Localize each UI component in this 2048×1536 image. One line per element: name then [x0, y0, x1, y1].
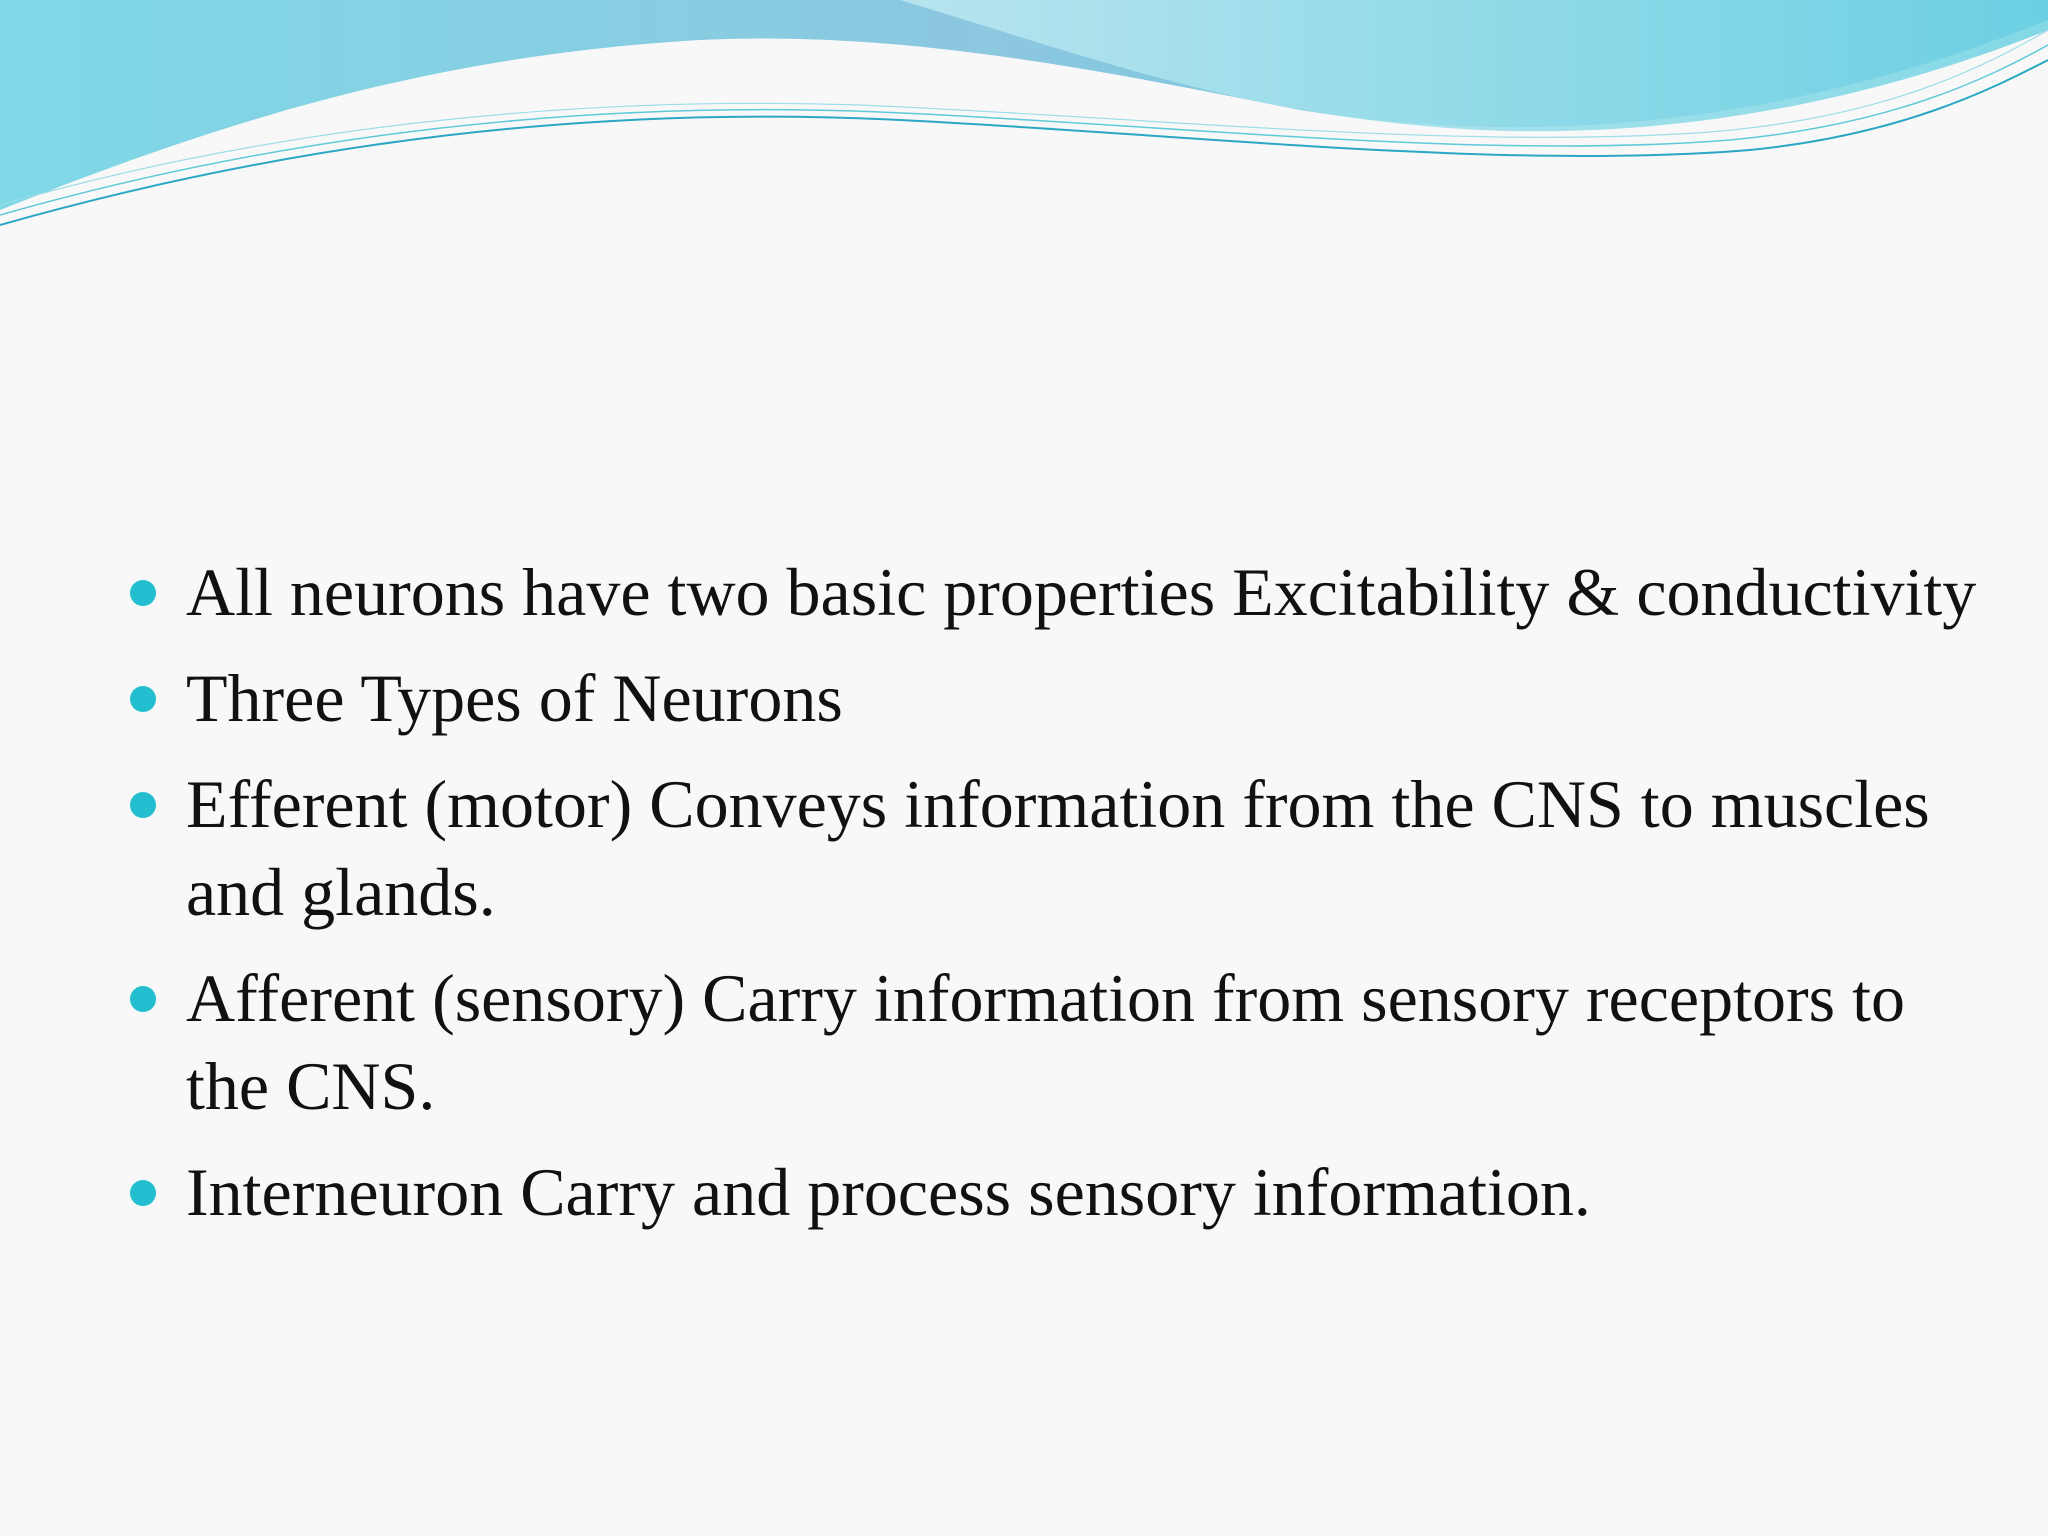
bullet-list: [120, 548, 1980, 1236]
bullet-item: [120, 760, 1980, 936]
bullet-item: [120, 548, 1980, 636]
slide-body: [120, 548, 1980, 1254]
bullet-text: Interneuron Carry and process sensory information.: [186, 1154, 1591, 1230]
bullet-item: [120, 1148, 1980, 1236]
bullet-dot-icon: [130, 580, 156, 606]
bullet-item: [120, 954, 1980, 1130]
wave-header-decoration: [0, 0, 2048, 240]
bullet-text: Afferent (sensory) Carry information from sensory receptors to the CNS.: [186, 960, 1905, 1124]
bullet-dot-icon: [130, 686, 156, 712]
bullet-item: [120, 654, 1980, 742]
bullet-text: Efferent (motor) Conveys information from the CNS to muscles and glands.: [186, 766, 1930, 930]
bullet-text: All neurons have two basic properties Excitability & conductivity: [186, 554, 1977, 630]
bullet-dot-icon: [130, 986, 156, 1012]
bullet-dot-icon: [130, 792, 156, 818]
bullet-text: Three Types of Neurons: [186, 660, 843, 736]
bullet-dot-icon: [130, 1180, 156, 1206]
